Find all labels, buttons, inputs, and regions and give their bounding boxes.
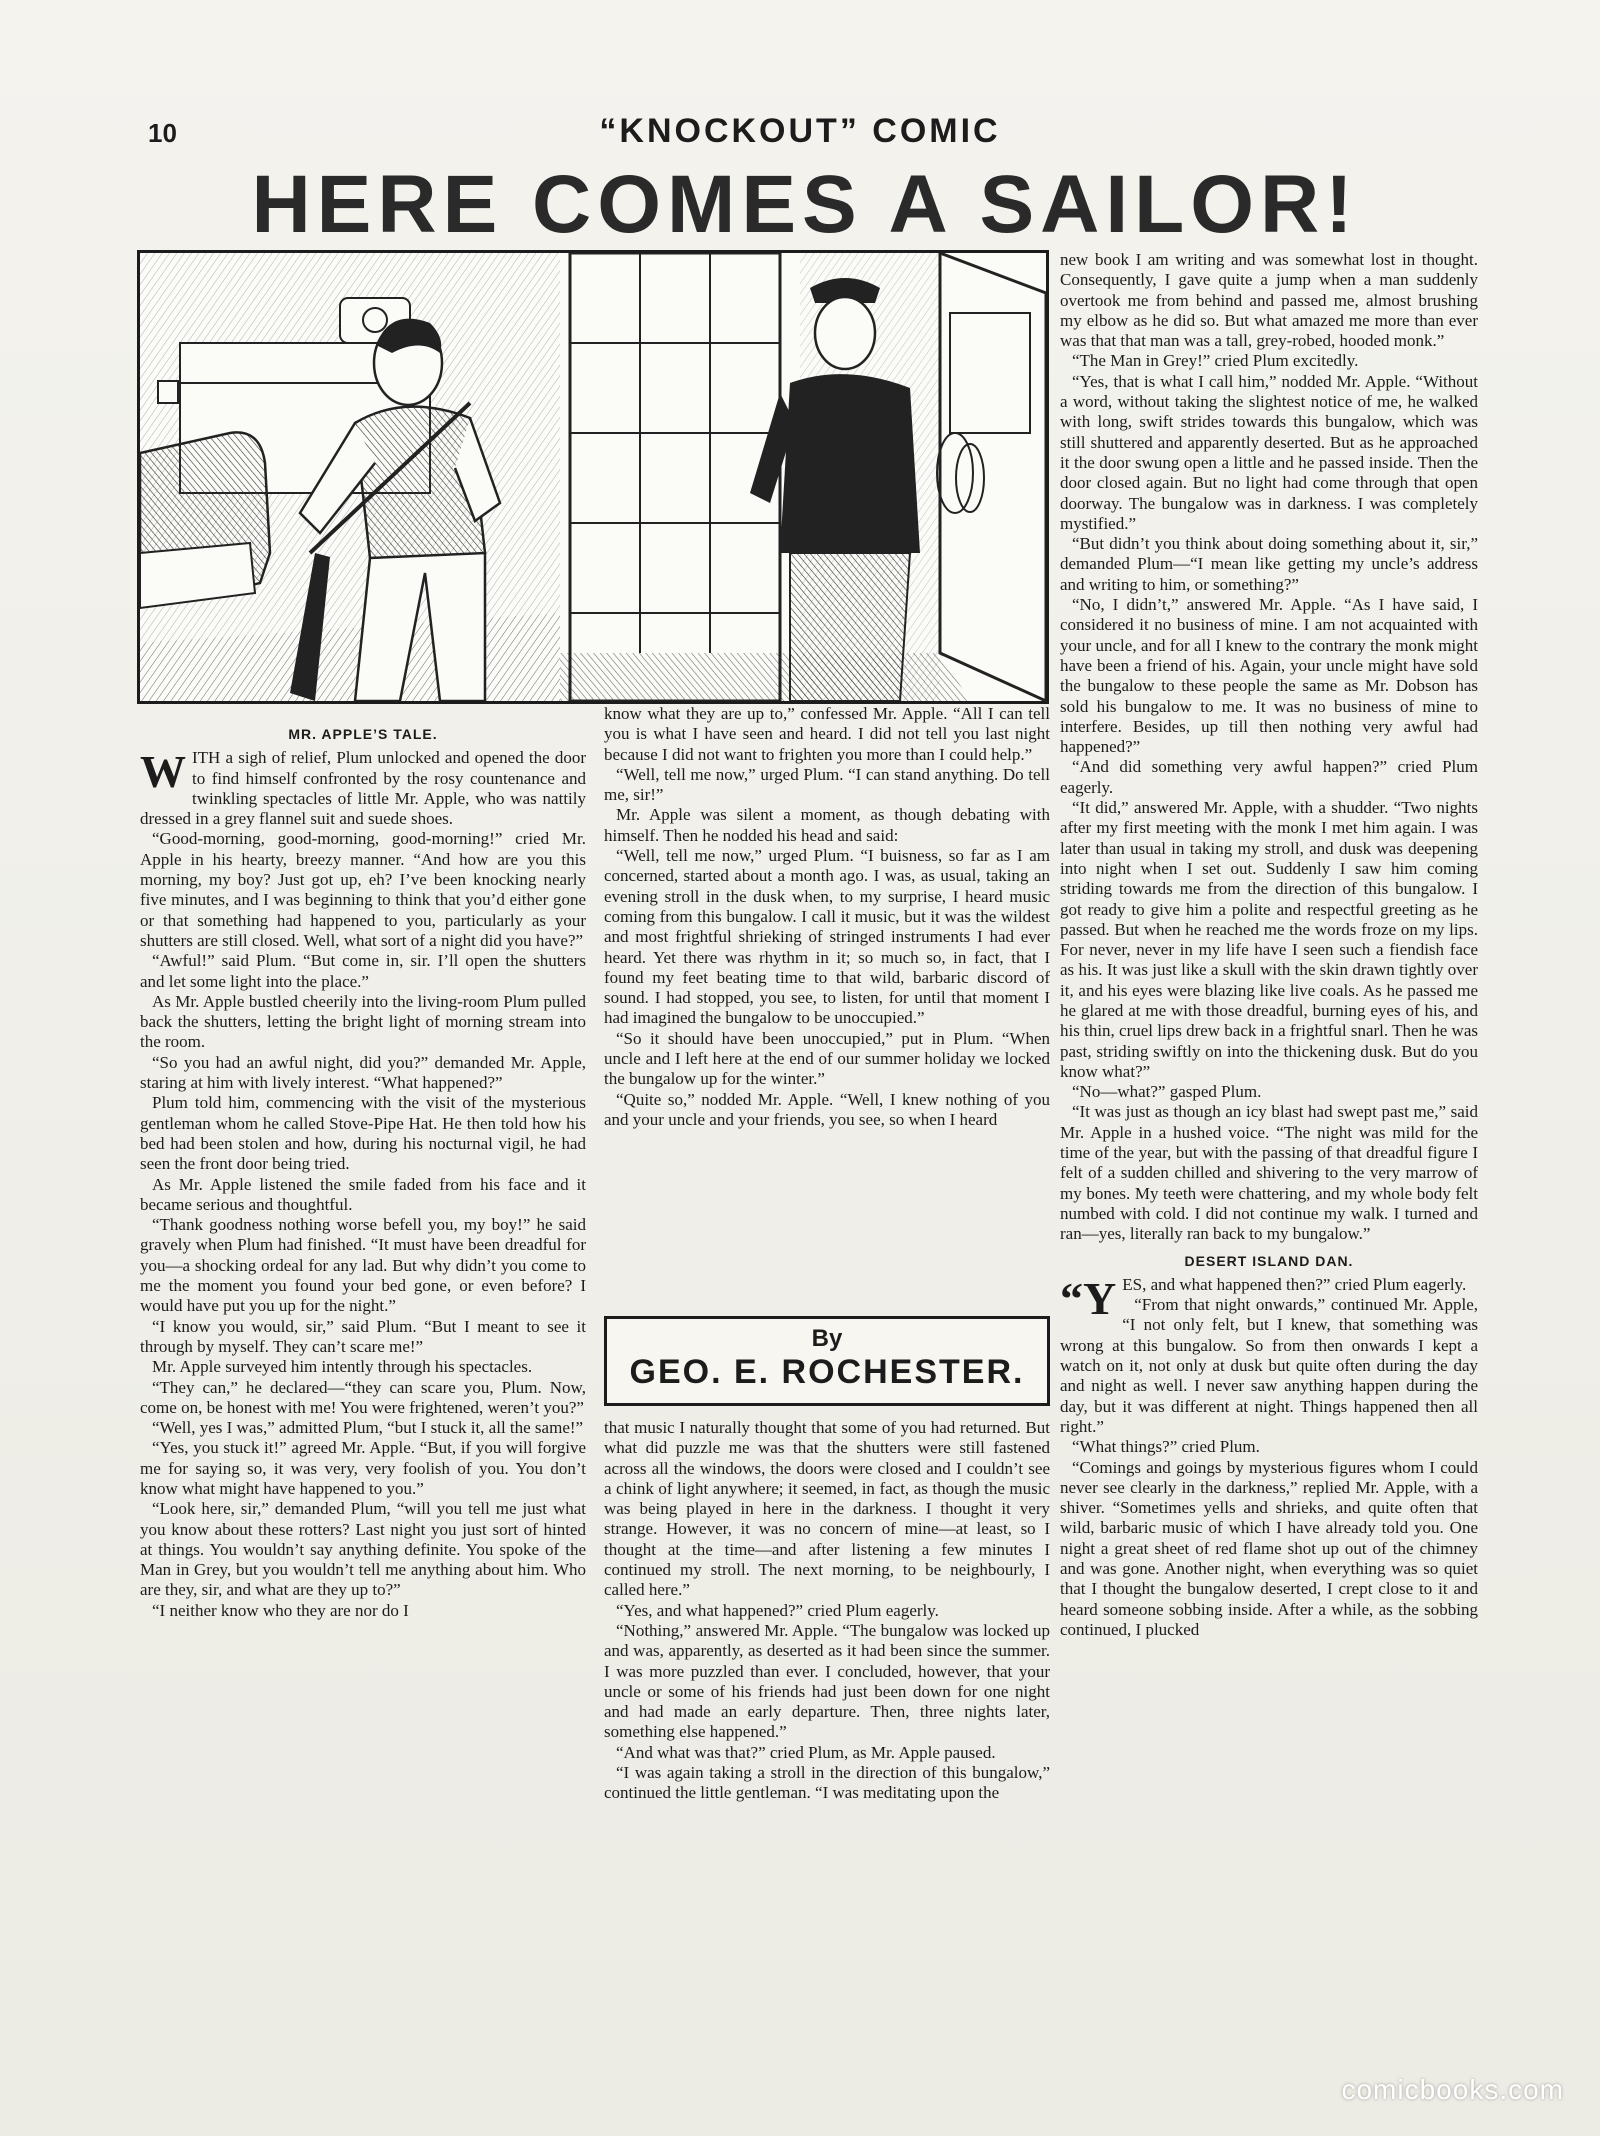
paragraph: “I neither know who they are nor do I: [152, 1600, 409, 1620]
paragraph: “They can,” he declared—“they can scare you, Plum. Now, come on, be honest with me! You were frightened, weren’t you?”: [140, 1377, 586, 1417]
paragraph: “Nothing,” answered Mr. Apple. “The bungalow was locked up and was, apparently, as deserted as it had been since the summer. I was more puzzled than ever. I concluded, however, that your uncle or some of his friends had just been down for one night and had made an early departure. Then, three nights later, something else happened.”: [604, 1620, 1050, 1742]
paragraph: “Yes, you stuck it!” agreed Mr. Apple. “But, if you will forgive me for saying so, it was very, very foolish of you. You don’t know what might have happened to you.”: [140, 1438, 586, 1498]
paragraph: that music I naturally thought that some of you had returned. But what did puzzle me was that the shutters were still fastened across all the windows, the doors were closed and I couldn’t see a chink of light anywhere; it seemed, in fact, as though the music was being played in here in the darkness. I thought it very strange. However, it was no concern of mine—at least, so I thought at the time—and after listening a few minutes I continued my stroll. The next morning, to be neighbourly, I called here.”: [604, 1418, 1050, 1600]
author-name: GEO. E. ROCHESTER.: [629, 1353, 1025, 1391]
paragraph: “I was again taking a stroll in the direction of this bungalow,” continued the little gentleman. “I was meditating upon the: [604, 1763, 1050, 1803]
paragraph: As Mr. Apple bustled cheerily into the living-room Plum pulled back the shutters, letting the bright light of morning stream into the room.: [140, 991, 586, 1052]
paragraph: “Yes, that is what I call him,” nodded Mr. Apple. “Without a word, without taking the slightest notice of me, he walked with long, swift strides towards this bungalow, which was still shuttered and apparently deserted. But as he approached it the door swung open a little and he passed inside. Then the door closed again. But no light had come through that open doorway. The bungalow was in darkness. I was completely mystified.”: [1060, 371, 1478, 533]
paragraph: “Well, tell me now,” urged Plum. “I buisness, so far as I am concerned, started about a month ago. I was, as usual, taking an evening stroll in the dusk when, to my surprise, I heard music coming from this bungalow. I call it music, but it was the wildest and most frightful shrieking of stringed instruments I had ever heard. Yet there was rhythm in it; so much so, in fact, that I found my feet beating time to that wild, barbaric discord of sound. I had stopped, you see, to listen, for until that moment I had imagined the bungalow to be unoccupied.”: [604, 846, 1050, 1028]
paragraph: “Awful!” said Plum. “But come in, sir. I’ll open the shutters and let some light into the place.”: [140, 951, 586, 991]
text-column-2-continued: [604, 1418, 1050, 2058]
byline-box: [604, 1316, 1050, 1406]
paragraph: “No, I didn’t,” answered Mr. Apple. “As I have said, I considered it no business of mine. I am not acquainted with your uncle, and for all I knew to the contrary the monk might have been a friend of his. Again, your uncle might have sold the bungalow to these people the same as Mr. Dobson has sold his bungalow to me. It was no business of mine to interfere. Besides, up till then nothing very awful had happened?”: [1060, 595, 1478, 757]
paragraph: “What things?” cried Plum.: [1072, 1437, 1260, 1457]
paragraph: “Well, yes I was,” admitted Plum, “but I stuck it, all the same!”: [152, 1418, 584, 1438]
paragraph: “So it should have been unoccupied,” put in Plum. “When uncle and I left here at the end of our summer holiday we locked the bungalow up for the winter.”: [604, 1028, 1050, 1089]
paragraph: “So you had an awful night, did you?” demanded Mr. Apple, staring at him with lively interest. “What happened?”: [140, 1052, 586, 1093]
paragraph: Plum told him, commencing with the visit of the mysterious gentleman whom he called Stove-Pipe Hat. He then told how his bed had been stolen and how, during his nocturnal vigil, he had seen the front door being tried.: [140, 1093, 586, 1174]
illustration-drawing: [140, 253, 1046, 701]
text-column-2: [604, 704, 1050, 1304]
paragraph: “From that night onwards,” continued Mr. Apple, “I not only felt, but I knew, that something was wrong at this bungalow. So from then onwards I kept a watch on it, not only at dusk but quite often during the day and night as well. I never saw anything happen during the day, but it was different at night. Things happened then all right.”: [1060, 1295, 1478, 1436]
paragraph: “No—what?” gasped Plum.: [1072, 1082, 1262, 1102]
page-number: 10: [148, 118, 177, 148]
story-illustration: [137, 250, 1049, 704]
paragraph: “It was just as though an icy blast had swept past me,” said Mr. Apple in a hushed voice. “The night was mild for the time of the year, but with the passing of that dreadful figure I felt of a sudden chilled and shivering to the very marrow of my bones. My teeth were chattering, and my whole body felt numbed with cold. I did not continue my walk. I turned and ran—yes, literally ran back to my bungalow.”: [1060, 1102, 1478, 1244]
paragraph: “Look here, sir,” demanded Plum, “will you tell me just what you know about these rotters? Last night you just sort of hinted at things. You wouldn’t say anything definite. You spoke of the Man in Grey, but you wouldn’t tell me anything about him. Who are they, sir, and what are they up to?”: [140, 1499, 586, 1600]
paragraph: new book I am writing and was somewhat lost in thought. Consequently, I gave quite a jump when a man suddenly overtook me from behind and passed me, almost brushing my elbow as he did so. But what amazed me more than ever was that that man was a tall, grey-robed, hooded monk.”: [1060, 250, 1478, 351]
paragraph: As Mr. Apple listened the smile faded from his face and it became serious and thoughtful.: [140, 1174, 586, 1214]
byline-by: By: [811, 1325, 843, 1352]
paragraph: know what they are up to,” confessed Mr. Apple. “All I can tell you is what I have seen and heard. I did not tell you last night because I did not want to frighten you more than I could help.”: [604, 704, 1050, 764]
paragraph: “YES, and what happened then?” cried Plum eagerly.: [1060, 1272, 1467, 1324]
section-subhead: DESERT ISLAND DAN.: [1184, 1252, 1354, 1269]
paragraph: “Comings and goings by mysterious figures whom I could never see clearly in the darkness,” replied Mr. Apple, with a shiver. “Sometimes yells and shrieks, and quite often that wild, barbaric music of which I have already told you. One night a great sheet of red flame shot up out of the chimney and was gone. Another night, when everything was so quiet that I thought the bungalow deserted, I crept close to it and heard someone sobbing inside. After a while, as the sobbing continued, I plucked: [1060, 1457, 1478, 1639]
paragraph: “The Man in Grey!” cried Plum excitedly.: [1072, 351, 1359, 371]
paragraph: “It did,” answered Mr. Apple, with a shudder. “Two nights after my first meeting with the monk I met him again. I was later than usual in taking my stroll, and dusk was deepening into night when I set out. Suddenly I saw him coming striding towards me from the direction of this bungalow. I got ready to give him a polite and respectful greeting as he passed. But when he reached me the words froze on my lips. For never, never in my life have I seen such a fiendish face as his. It was just like a skull with the skin drawn tightly over it, and his eyes were blazing like live coals. As he passed me he glared at me with those dreadful, burning eyes of his, and his thin, cruel lips drew back in a frightful snarl. Then he was past, striding swiftly on into the thickening dusk. But do you know what?”: [1060, 798, 1478, 1081]
text-column-1: [140, 724, 586, 2054]
section-subhead: MR. APPLE’S TALE.: [288, 726, 438, 742]
paragraph: “But didn’t you think about doing something about it, sir,” demanded Plum—“I mean like getting my uncle’s address and writing to him, or something?”: [1060, 534, 1478, 594]
drop-cap: W: [140, 746, 186, 798]
paragraph: “Well, tell me now,” urged Plum. “I can stand anything. Do tell me, sir!”: [604, 764, 1050, 805]
site-watermark: comicbooks.com: [1341, 2074, 1564, 2105]
paragraph: Mr. Apple surveyed him intently through his spectacles.: [152, 1357, 533, 1377]
paragraph: WITH a sigh of relief, Plum unlocked and opened the door to find himself confronted by the rosy countenance and twinkling spectacles of little Mr. Apple, who was nattily dressed in a grey flannel suit and suede shoes.: [140, 746, 586, 829]
paragraph: “Good-morning, good-morning, good-morning!” cried Mr. Apple in his hearty, breezy manner. “And how are you this morning, my boy? Just got up, eh? I’ve been knocking nearly five minutes, and I was beginning to think that you’d either gone or that something had happened to you, particularly as your shutters are still closed. Well, what sort of a night did you have?”: [140, 829, 586, 950]
paragraph: “And did something very awful happen?” cried Plum eagerly.: [1060, 757, 1478, 797]
story-headline: HERE COMES A SAILOR!: [251, 159, 1359, 250]
running-head: “KNOCKOUT” COMIC: [599, 112, 1001, 150]
paragraph: “Yes, and what happened?” cried Plum eagerly.: [616, 1600, 939, 1620]
drop-cap: “Y: [1060, 1272, 1117, 1324]
paragraph: Mr. Apple was silent a moment, as though debating with himself. Then he nodded his head and said:: [604, 805, 1050, 845]
text-column-3: [1060, 250, 1478, 2058]
paragraph: “Quite so,” nodded Mr. Apple. “Well, I knew nothing of you and your uncle and your friends, you see, so when I heard: [604, 1089, 1050, 1129]
paragraph: “Thank goodness nothing worse befell you, my boy!” he said gravely when Plum had finished. “It must have been dreadful for you—a shocking ordeal for any lad. But why didn’t you come to me the moment you found your bed gone, or even before? I would have put you up for the night.”: [140, 1215, 586, 1316]
paragraph: “And what was that?” cried Plum, as Mr. Apple paused.: [616, 1742, 996, 1762]
paragraph: “I know you would, sir,” said Plum. “But I meant to see it through by myself. They can’t scare me!”: [140, 1316, 586, 1356]
